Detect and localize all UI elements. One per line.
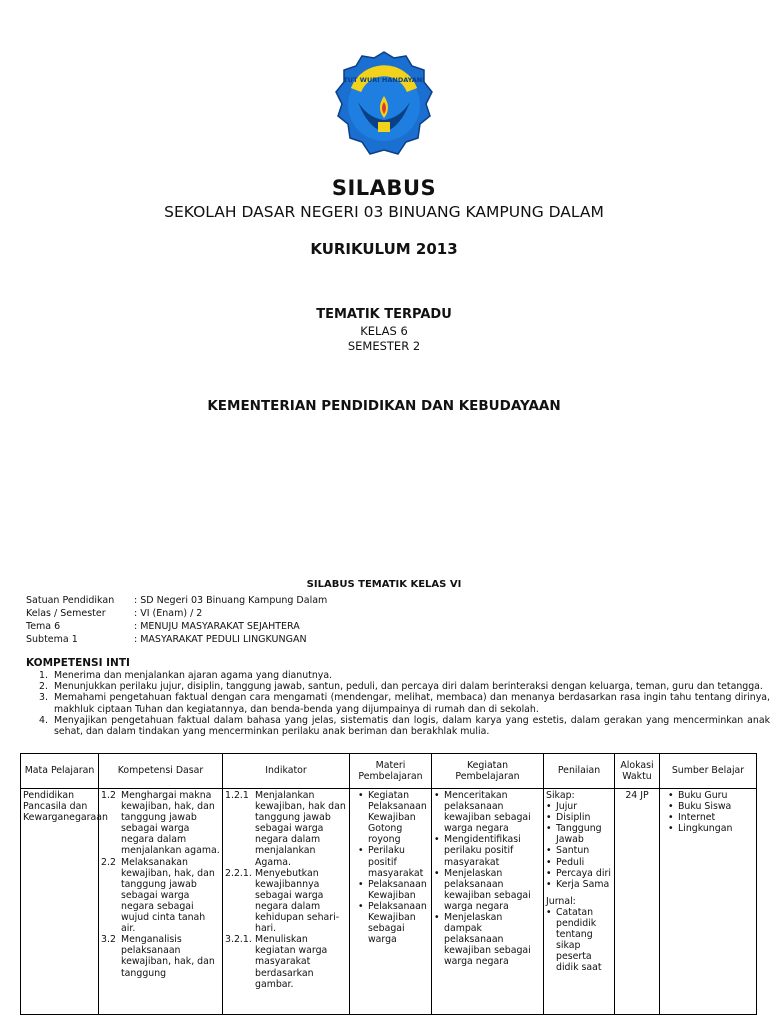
indikator-item: 3.2.1. Menuliskan kegiatan warga masyarakat berdasarkan gambar. [225,934,328,990]
header-cell: Penilaian [544,754,615,789]
info-key: Tema 6 [26,621,61,632]
ministry-heading: KEMENTERIAN PENDIDIKAN DAN KEBUDAYAAN [207,398,561,414]
info-value: : SD Negeri 03 Binuang Kampung Dalam [134,595,328,606]
class-label: KELAS 6 [360,324,408,338]
materi-item: • Pelaksanaan Kewajiban [366,879,429,901]
subject-cell: Pendidikan Pancasila dan Kewarganegaraan [21,789,99,1015]
kd-item: 2.2 Melaksanakan kewajiban, hak, dan tanggung jawab sebagai warga negara sebagai wujud cinta tanah air. [101,856,215,935]
info-row [26,607,327,620]
penilaian-item: • Santun [554,845,612,856]
kegiatan-item: • Menjelaskan pelaksanaan kewajiban sebagai warga negara [442,868,541,912]
penilaian-jurnal-label: Jurnal: [546,895,576,907]
ki-item: 1. Menerima dan menjalankan ajaran agama yang dianutnya. [39,670,333,681]
info-key: Kelas / Semester [26,608,106,619]
materi-item: • Kegiatan Pelaksanaan Kewajiban Gotong royong [366,790,429,845]
kegiatan-item: • Menjelaskan dampak pelaksanaan kewajiban sebagai warga negara [442,912,541,967]
penilaian-item: • Percaya diri [554,868,612,879]
table-row [21,789,757,1015]
info-key: Subtema 1 [26,634,78,645]
header-cell: Kegiatan Pembelajaran [432,754,544,789]
info-row [26,594,327,607]
info-row [26,620,327,633]
penilaian-item: • Kerja Sama [554,879,612,890]
header-cell: Materi Pembelajaran [350,754,432,789]
sumber-item: • Buku Siswa [676,801,754,812]
page-title: SILABUS [331,176,437,200]
materi-item: • Perilaku positif masyarakat [366,845,429,878]
info-key: Satuan Pendidikan [26,595,115,606]
indikator-item: 1.2.1 Menjalankan kewajiban, hak dan tanggung jawab sebagai warga negara dalam menjalankan Agama. [225,790,346,868]
syllabus-table [20,753,757,1015]
header-cell: Indikator [223,754,350,789]
kegiatan-item: • Menceritakan pelaksanaan kewajiban sebagai warga negara [442,790,541,834]
sumber-cell [660,789,757,1015]
indikator-item: 2.2.1. Menyebutkan kewajibannya sebagai warga negara dalam kehidupan sehari-hari. [225,867,340,935]
kd-item: 3.2 Menganalisis pelaksanaan kewajiban, hak, dan tanggung [101,934,215,979]
syllabus-title: SILABUS TEMATIK KELAS VI [306,579,462,590]
ki-item: 2. Menunjukkan perilaku jujur, disiplin, tanggung jawab, santun, peduli, dan percaya diri dalam berinteraksi dengan keluarga, teman, guru dan tetangga. [39,681,763,693]
info-value: : MENUJU MASYARAKAT SEJAHTERA [134,621,300,632]
materi-item: • Pelaksanaan Kewajiban sebagai warga [366,901,429,945]
sumber-item: • Internet [676,812,754,823]
penilaian-item: • Tanggung Jawab [554,823,612,845]
info-row [26,633,327,646]
penilaian-cell [544,789,615,1015]
ki-item: 4. Menyajikan pengetahuan faktual dalam bahasa yang jelas, sistematis dan logis, dalam karya yang estetis, dalam gerakan yang mencerminkan anak sehat, dan dalam tindakan yang mencerminkan perilaku anak beriman dan berakhlak mulia. [39,714,770,738]
info-value: : VI (Enam) / 2 [134,608,203,619]
penilaian-item: • Jujur [554,801,612,812]
penilaian-sikap-label: Sikap: [546,790,575,801]
tut-wuri-handayani-logo [334,50,434,166]
semester-label: SEMESTER 2 [347,339,421,353]
alokasi-cell: 24 JP [615,789,660,1015]
curriculum-heading: KURIKULUM 2013 [310,240,458,258]
header-cell: Sumber Belajar [660,754,757,789]
table-header-row [21,754,757,789]
logo-text: TUT WURI HANDAYANI [343,76,425,84]
indikator-cell [223,789,350,1015]
penilaian-item: • Disiplin [554,812,612,823]
kd-cell [99,789,223,1015]
sumber-item: • Buku Guru [676,790,754,801]
school-name: SEKOLAH DASAR NEGERI 03 BINUANG KAMPUNG DALAM [164,203,604,221]
penilaian-item: • Catatan pendidik tentang sikap peserta didik saat [554,907,612,974]
program-heading: TEMATIK TERPADU [316,307,452,322]
kd-item: 1.2 Menghargai makna kewajiban, hak, dan tanggung jawab sebagai warga negara dalam menjalankan agama. [101,790,220,857]
header-cell: Mata Pelajaran [21,754,99,789]
info-value: : MASYARAKAT PEDULI LINGKUNGAN [134,634,307,645]
materi-cell [350,789,432,1015]
syllabus-info [26,594,327,646]
ki-heading: KOMPETENSI INTI [26,657,130,669]
penilaian-item: • Peduli [554,857,612,868]
sumber-item: • Lingkungan [676,823,754,834]
header-cell: Alokasi Waktu [615,754,660,789]
ki-list [26,670,770,737]
kegiatan-cell [432,789,544,1015]
ki-item: 3. Memahami pengetahuan faktual dengan cara mengamati (mendengar, melihat, membaca) dan menanya berdasarkan rasa ingin tahu tentang dirinya, makhluk ciptaan Tuhan dan kegiatannya, dan benda-benda yang dijumpainya di rumah dan di sekolah. [39,692,770,715]
header-cell: Kompetensi Dasar [99,754,223,789]
kegiatan-item: • Mengidentifikasi perilaku positif masyarakat [442,834,541,867]
